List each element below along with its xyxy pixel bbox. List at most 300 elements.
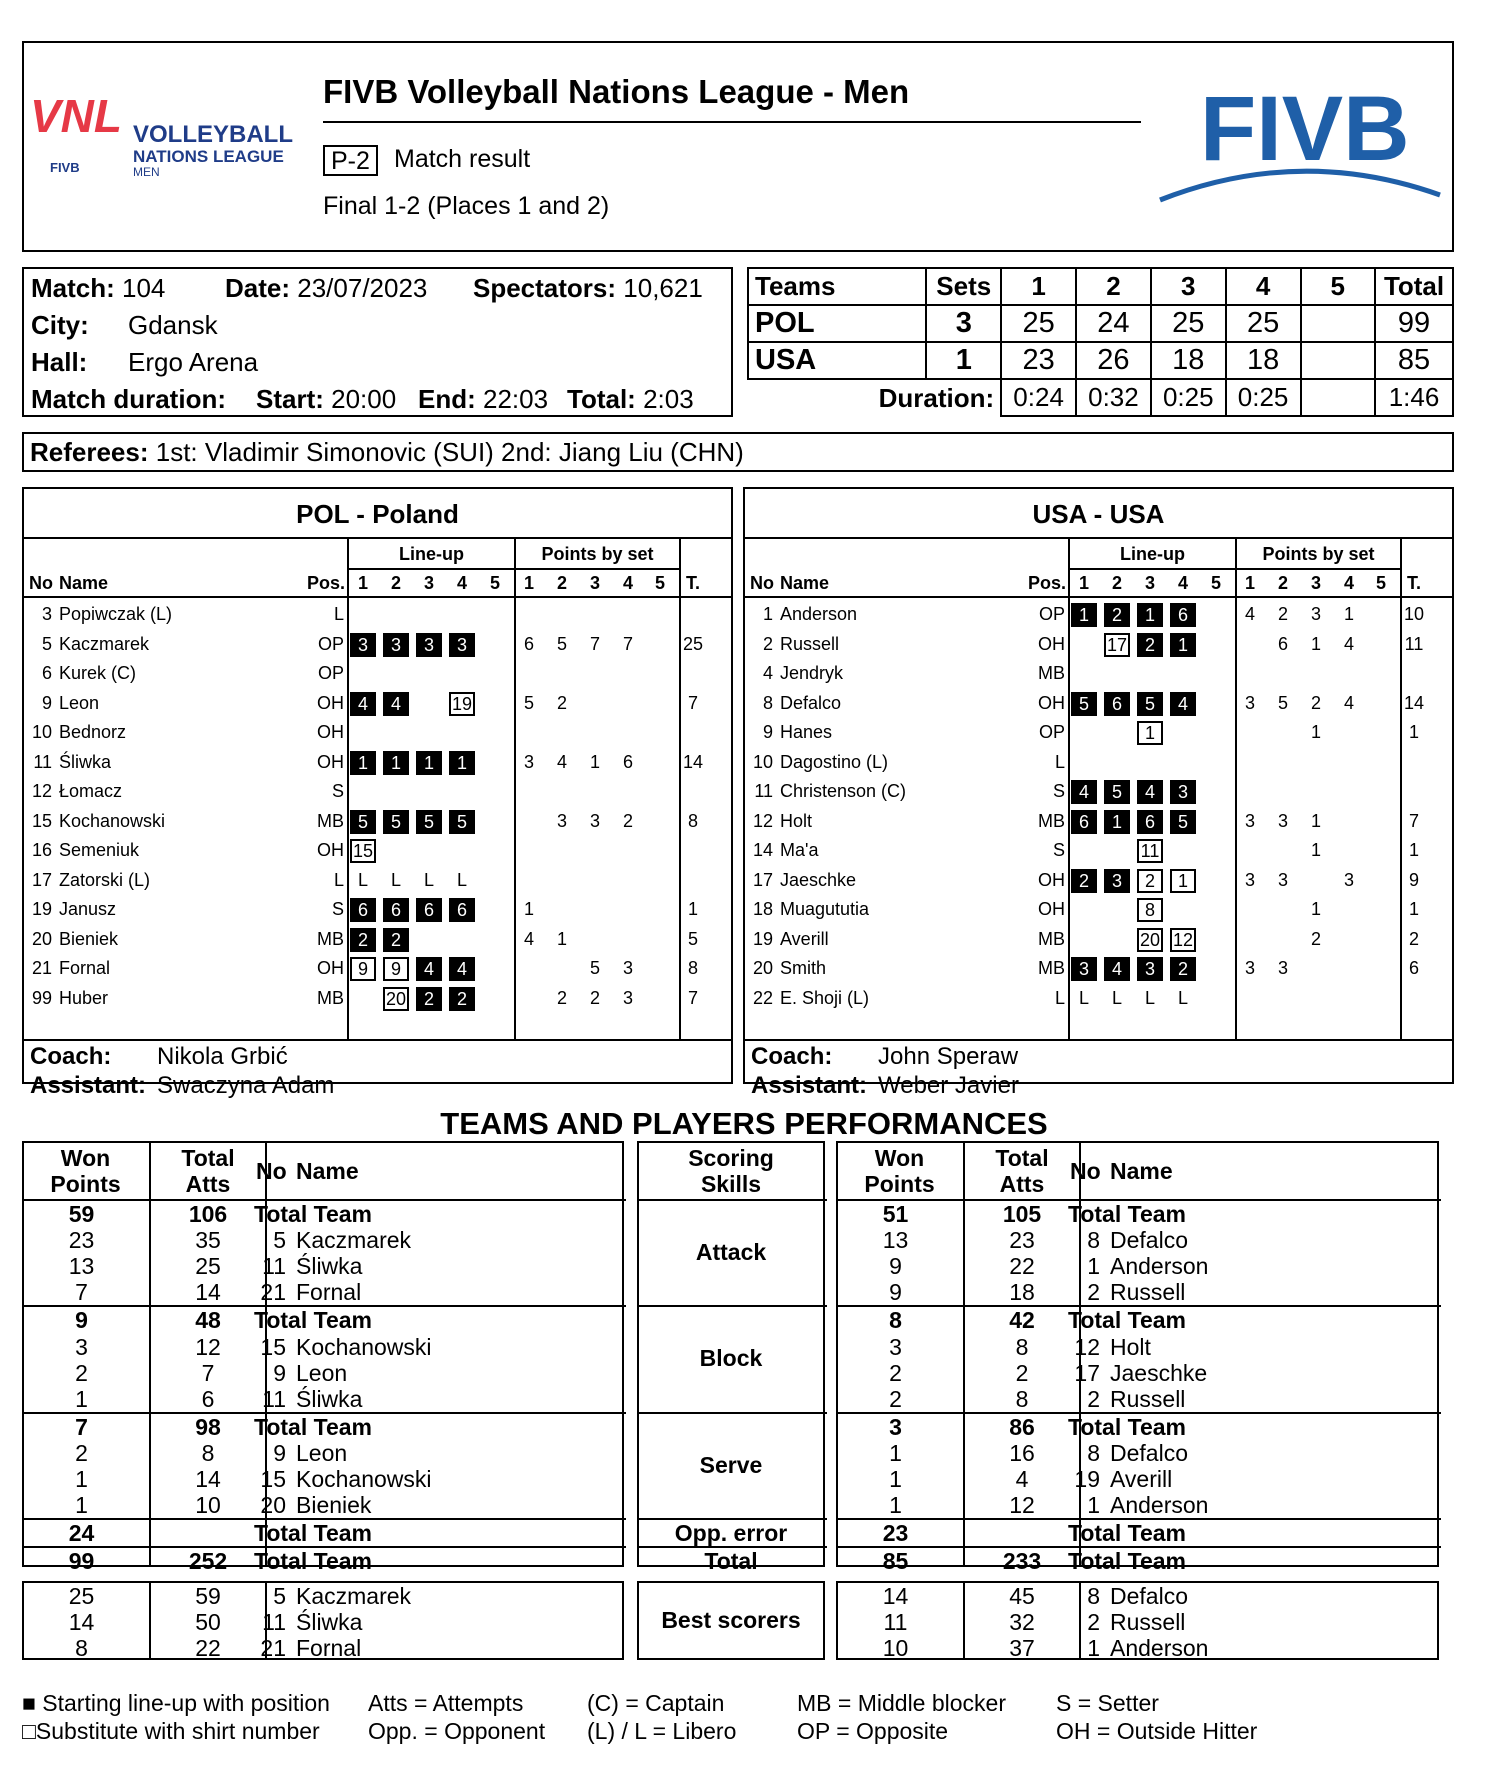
player-number: 10 [752, 751, 773, 772]
title-underline [323, 121, 1141, 123]
won-points-value: 3 [889, 1333, 902, 1360]
player-position: OH [317, 692, 344, 713]
player-position: OH [317, 958, 344, 978]
vnl-logo-fivb: FIVB [50, 160, 80, 175]
match-label: Match: [31, 273, 115, 303]
won-points-value: 1 [889, 1466, 902, 1492]
header-divider [24, 596, 731, 598]
player-position: OP [1038, 604, 1065, 624]
referees-label: Referees: [30, 437, 149, 467]
player-name: Kochanowski [296, 1333, 432, 1360]
player-position: OP [317, 633, 344, 654]
player-name: Kaczmarek [59, 633, 150, 654]
player-name: Fornal [296, 1635, 362, 1662]
player-name: Russell [1110, 1609, 1186, 1636]
set-points: 3 [523, 751, 534, 772]
substitute-marker: 19 [449, 692, 475, 716]
won-points-value: 1 [889, 1492, 902, 1519]
set-points: 5 [589, 958, 600, 978]
lineup-set-header: 3 [1144, 573, 1155, 593]
player-number: 3 [41, 604, 52, 624]
attempts-value: 105 [1002, 1201, 1042, 1227]
header-divider [745, 596, 1452, 598]
starting-position-marker: 5 [350, 810, 376, 834]
substitute-marker: 2 [1137, 869, 1163, 893]
libero-marker: L [390, 869, 401, 890]
total-atts-header: Atts [999, 1171, 1045, 1197]
skill-name: Attack [695, 1239, 767, 1265]
player-total-points: 10 [1403, 604, 1425, 624]
attempts-value: 12 [195, 1333, 221, 1360]
won-points-value: 14 [882, 1583, 909, 1609]
starting-position-marker: 1 [350, 751, 376, 775]
starting-position-marker: 5 [1137, 692, 1163, 716]
player-name: Zatorski (L) [59, 869, 151, 890]
spectators-label: Spectators: [473, 273, 617, 303]
vnl-logo-line3: MEN [133, 165, 160, 179]
libero-marker: L [423, 869, 434, 890]
player-number: 20 [752, 958, 773, 978]
libero-marker: L [456, 869, 467, 890]
player-number: 1 [762, 604, 773, 624]
player-total-points: 1 [1408, 840, 1419, 860]
player-position: L [333, 604, 344, 624]
points-header: Points by set [541, 544, 654, 564]
starting-position-marker: 5 [1104, 780, 1130, 804]
player-number: 21 [31, 958, 52, 978]
player-number: 16 [31, 840, 52, 860]
column-divider [514, 539, 516, 1039]
city-label: City: [31, 310, 89, 340]
player-position: S [331, 899, 344, 919]
player-total-points: 8 [687, 810, 698, 831]
skill-name: Opp. error [674, 1520, 788, 1547]
total-team-label: Total Team [1068, 1548, 1186, 1575]
team-title: POL - Poland [24, 489, 731, 539]
start-time: 20:00 [331, 384, 397, 414]
player-position: L [333, 869, 344, 890]
scoreboard [747, 267, 1454, 417]
attempts-value: 45 [1009, 1583, 1035, 1609]
performance-title: TEAMS AND PLAYERS PERFORMANCES [440, 1106, 1048, 1141]
coach-label: Coach: [30, 1043, 112, 1070]
player-position: MB [1038, 958, 1065, 978]
points-set-header: 3 [589, 573, 600, 593]
total-team-label: Total Team [1068, 1413, 1186, 1440]
set-points: 3 [1277, 810, 1288, 831]
player-name: Defalco [1110, 1583, 1188, 1609]
roster-usa [743, 487, 1454, 1099]
attempts-value: 14 [195, 1279, 221, 1306]
legend-item: Opp. = Opponent [368, 1718, 546, 1744]
attempts-value: 252 [188, 1548, 228, 1575]
set-points: 4 [1343, 692, 1354, 713]
won-points-value: 85 [882, 1548, 909, 1575]
won-points-value: 24 [68, 1520, 95, 1547]
player-number: 18 [752, 899, 773, 919]
player-total-points: 1 [687, 899, 698, 919]
match-date: 23/07/2023 [297, 273, 428, 303]
vnl-logo-line1: VOLLEYBALL [133, 121, 293, 148]
won-points-value: 99 [68, 1548, 95, 1575]
player-number: 20 [260, 1492, 286, 1519]
set-points: 3 [1277, 958, 1288, 978]
substitute-marker: 1 [1137, 721, 1163, 745]
player-number: 11 [33, 751, 52, 772]
player-name: Śliwka [296, 1609, 363, 1636]
player-name: Kaczmarek [296, 1583, 412, 1609]
column-divider [1235, 539, 1237, 1039]
won-points-value: 7 [75, 1413, 88, 1440]
total-team-label: Total Team [1068, 1520, 1186, 1547]
set-points: 7 [622, 633, 633, 654]
lineup-set-header: 4 [456, 573, 467, 593]
starting-position-marker: 6 [383, 898, 409, 922]
player-name: Hanes [780, 722, 833, 742]
player-number: 12 [31, 781, 52, 801]
player-position: S [1052, 840, 1065, 860]
score-team-name: USA [748, 342, 926, 379]
total-team-label: Total Team [254, 1201, 372, 1227]
fivb-logo-text: FIVB [1200, 78, 1410, 180]
starting-position-marker: 2 [1170, 957, 1196, 981]
player-total-points: 8 [687, 958, 698, 978]
starting-position-marker: 6 [1104, 692, 1130, 716]
starting-position-marker: 6 [350, 898, 376, 922]
player-name: Anderson [1110, 1492, 1209, 1519]
player-number: 5 [273, 1583, 286, 1609]
starting-position-marker: 6 [1170, 603, 1196, 627]
player-name: Leon [296, 1439, 348, 1466]
substitute-marker: 17 [1104, 633, 1130, 657]
set-points: 1 [556, 928, 567, 949]
player-number: 1 [1087, 1635, 1100, 1662]
legend-item: ■ Starting line-up with position [22, 1690, 330, 1716]
no-header: No [750, 573, 774, 593]
vnl-logo [30, 70, 293, 180]
starting-position-marker: 4 [1071, 780, 1097, 804]
points-set-header: 1 [523, 573, 534, 593]
score-cell: 85 [1375, 342, 1453, 379]
libero-marker: L [1177, 987, 1188, 1008]
attempts-value: 32 [1009, 1609, 1035, 1636]
player-total-points: 7 [687, 692, 698, 713]
starting-position-marker: 5 [449, 810, 475, 834]
player-position: MB [1038, 928, 1065, 949]
starting-position-marker: 4 [1104, 957, 1130, 981]
roster-pol [22, 487, 733, 1099]
starting-position-marker: 4 [416, 957, 442, 981]
attempts-value: 59 [195, 1583, 221, 1609]
score-cell [1301, 305, 1376, 342]
skill-name: Block [699, 1345, 763, 1372]
player-total-points: 9 [1408, 869, 1419, 890]
duration-label: Match duration: [31, 384, 226, 414]
set-points: 6 [523, 633, 534, 654]
score-cell: 99 [1375, 305, 1453, 342]
player-number: 2 [1087, 1385, 1100, 1412]
lineup-set-header: 4 [1177, 573, 1188, 593]
city-value: Gdansk [128, 310, 218, 340]
coach-divider [745, 1039, 1452, 1041]
substitute-marker: 20 [1137, 928, 1163, 952]
legend-item: (L) / L = Libero [587, 1718, 737, 1744]
legend-item: □Substitute with shirt number [22, 1718, 320, 1744]
player-position: MB [1038, 810, 1065, 831]
won-points-value: 1 [75, 1466, 88, 1492]
team-title: USA - USA [745, 489, 1452, 539]
attempts-value: 86 [1009, 1413, 1035, 1440]
skill-name: Serve [699, 1451, 763, 1478]
set-points: 1 [1310, 633, 1321, 654]
starting-position-marker: 3 [1137, 957, 1163, 981]
player-name: Fornal [59, 958, 111, 978]
set-points: 2 [556, 987, 567, 1008]
player-total-points: 5 [687, 928, 698, 949]
player-name: Janusz [59, 899, 117, 919]
won-points-value: 10 [882, 1635, 909, 1662]
starting-position-marker: 1 [1170, 633, 1196, 657]
player-position: OH [1038, 899, 1065, 919]
set-points: 2 [1277, 604, 1288, 624]
won-points-value: 23 [68, 1227, 95, 1254]
won-points-value: 8 [75, 1635, 88, 1662]
fivb-logo [1140, 50, 1420, 180]
score-cell: 18 [1151, 342, 1226, 379]
total-atts-header: Total [995, 1145, 1049, 1171]
attempts-value: 48 [195, 1307, 221, 1334]
starting-position-marker: 2 [449, 987, 475, 1011]
hall-label: Hall: [31, 347, 88, 377]
points-set-header: 2 [1277, 573, 1288, 593]
substitute-marker: 9 [350, 957, 376, 981]
player-name: E. Shoji (L) [780, 987, 870, 1008]
player-total-points: 6 [1408, 958, 1419, 978]
report-type: Match result [394, 145, 531, 173]
total-header: T. [685, 573, 700, 593]
attempts-value: 42 [1009, 1307, 1035, 1334]
starting-position-marker: 1 [449, 751, 475, 775]
player-number: 10 [31, 722, 52, 742]
player-position: MB [317, 810, 344, 831]
starting-position-marker: 3 [449, 633, 475, 657]
player-number: 17 [752, 869, 773, 890]
score-cell: 24 [1076, 305, 1151, 342]
player-position: OH [1038, 692, 1065, 713]
points-set-header: 1 [1244, 573, 1255, 593]
player-name: Śliwka [296, 1385, 363, 1412]
spectators-count: 10,621 [623, 273, 703, 303]
coach-divider [24, 1039, 731, 1041]
player-position: S [1052, 781, 1065, 801]
lineup-set-header: 1 [1078, 573, 1089, 593]
end-time: 22:03 [483, 384, 549, 414]
player-number: 1 [1087, 1253, 1100, 1280]
player-total-points: 2 [1408, 928, 1419, 949]
won-points-value: 14 [68, 1609, 95, 1636]
won-points-value: 2 [889, 1385, 902, 1412]
won-points-header: Points [50, 1171, 121, 1197]
player-number: 22 [752, 987, 773, 1008]
starting-position-marker: 2 [1071, 869, 1097, 893]
starting-position-marker: 3 [1170, 780, 1196, 804]
set-points: 6 [622, 751, 633, 772]
name-header: Name [780, 573, 830, 593]
no-header: No [1070, 1158, 1101, 1184]
player-total-points: 14 [682, 751, 704, 772]
score-header-cell: 1 [1001, 268, 1076, 305]
skill-divider [637, 1412, 827, 1414]
player-name: Bieniek [296, 1492, 372, 1519]
won-points-value: 9 [889, 1253, 902, 1280]
scoring-skills-header: Skills [700, 1171, 762, 1197]
player-name: Leon [59, 692, 100, 713]
starting-position-marker: 4 [1137, 780, 1163, 804]
libero-marker: L [1144, 987, 1155, 1008]
player-name: Fornal [296, 1279, 362, 1306]
player-number: 8 [762, 692, 773, 713]
player-name: Jaeschke [1110, 1359, 1208, 1386]
starting-position-marker: 3 [383, 633, 409, 657]
player-number: 9 [762, 722, 773, 742]
score-cell: 25 [1151, 305, 1226, 342]
player-number: 2 [1087, 1279, 1100, 1306]
set-points: 1 [1310, 899, 1321, 919]
total-atts-header: Atts [185, 1171, 231, 1197]
set-points: 4 [1343, 633, 1354, 654]
player-number: 19 [31, 899, 52, 919]
column-divider [347, 539, 349, 1039]
substitute-marker: 11 [1137, 839, 1163, 863]
no-header: No [29, 573, 53, 593]
player-number: 11 [262, 1253, 286, 1280]
player-total-points: 7 [687, 987, 698, 1008]
player-name: Kochanowski [296, 1466, 432, 1492]
skill-name: Total [704, 1548, 758, 1575]
skill-divider [637, 1305, 827, 1307]
set-points: 3 [622, 958, 633, 978]
player-name: Averill [1110, 1466, 1173, 1492]
player-number: 2 [1087, 1609, 1100, 1636]
player-name: Defalco [1110, 1439, 1188, 1466]
set-duration: 0:24 [1001, 379, 1076, 416]
player-name: Anderson [1110, 1253, 1209, 1280]
won-points-value: 13 [68, 1253, 95, 1280]
group-header-divider [1068, 568, 1400, 570]
player-name: Huber [59, 987, 109, 1008]
attempts-value: 106 [188, 1201, 228, 1227]
player-name: Kaczmarek [296, 1227, 412, 1254]
won-points-value: 13 [882, 1227, 909, 1254]
player-total-points: 7 [1408, 810, 1419, 831]
start-label: Start: [256, 384, 324, 414]
player-name: Russell [1110, 1279, 1186, 1306]
set-duration: 0:25 [1226, 379, 1301, 416]
player-name: Defalco [1110, 1227, 1188, 1254]
set-points: 2 [589, 987, 600, 1008]
player-name: Christenson (C) [780, 781, 907, 801]
starting-position-marker: 3 [416, 633, 442, 657]
won-points-value: 59 [68, 1201, 95, 1227]
set-points: 4 [556, 751, 567, 772]
starting-position-marker: 1 [1137, 603, 1163, 627]
set-points: 1 [523, 899, 534, 919]
starting-position-marker: 5 [1170, 810, 1196, 834]
player-name: Łomacz [59, 781, 123, 801]
player-position: MB [317, 928, 344, 949]
attempts-value: 98 [195, 1413, 221, 1440]
player-name: Kurek (C) [59, 663, 137, 683]
coach-name: Nikola Grbić [157, 1043, 288, 1070]
lineup-set-header: 3 [423, 573, 434, 593]
won-points-header: Points [864, 1171, 935, 1197]
won-points-value: 2 [75, 1439, 88, 1466]
points-set-header: 4 [622, 573, 633, 593]
lineup-set-header: 2 [1111, 573, 1122, 593]
score-cell: 1 [926, 342, 1001, 379]
player-number: 17 [31, 869, 52, 890]
player-name: Leon [296, 1359, 348, 1386]
duration-row-label: Duration: [748, 379, 1001, 416]
player-name: Semeniuk [59, 840, 140, 860]
player-number: 15 [260, 1333, 286, 1360]
lineup-set-header: 2 [390, 573, 401, 593]
player-position: S [331, 781, 344, 801]
player-number: 9 [273, 1359, 286, 1386]
player-name: Jendryk [780, 663, 844, 683]
name-header: Name [1110, 1158, 1173, 1184]
set-points: 3 [1310, 604, 1321, 624]
libero-marker: L [1078, 987, 1089, 1008]
won-points-value: 9 [889, 1279, 902, 1306]
player-name: Anderson [1110, 1635, 1209, 1662]
won-points-value: 7 [75, 1279, 88, 1306]
starting-position-marker: 3 [1071, 957, 1097, 981]
set-points: 1 [1343, 604, 1354, 624]
substitute-marker: 8 [1137, 898, 1163, 922]
set-duration: 0:25 [1151, 379, 1226, 416]
starting-position-marker: 1 [383, 751, 409, 775]
player-number: 21 [260, 1635, 286, 1662]
score-header-cell: 5 [1301, 268, 1376, 305]
won-points-header: Won [874, 1145, 925, 1171]
starting-position-marker: 6 [1071, 810, 1097, 834]
player-total-points: 25 [682, 633, 704, 654]
won-points-value: 25 [68, 1583, 95, 1609]
attempts-value: 12 [1009, 1492, 1035, 1519]
legend-item: Atts = Attempts [368, 1690, 524, 1716]
player-position: MB [1038, 663, 1065, 683]
name-header: Name [296, 1158, 359, 1184]
lineup-set-header: 5 [489, 573, 500, 593]
set-points: 2 [1310, 692, 1321, 713]
player-name: Dagostino (L) [780, 751, 889, 772]
legend-item: OH = Outside Hitter [1056, 1718, 1258, 1744]
total-atts-header: Total [181, 1145, 235, 1171]
column-divider [1068, 539, 1070, 1039]
player-number: 17 [1074, 1359, 1100, 1386]
player-number: 19 [1074, 1466, 1100, 1492]
player-position: L [1054, 987, 1065, 1008]
score-header-cell: 3 [1151, 268, 1226, 305]
set-duration: 1:46 [1375, 379, 1453, 416]
points-set-header: 5 [654, 573, 665, 593]
player-number: 9 [273, 1439, 286, 1466]
lineup-header: Line-up [399, 544, 464, 564]
starting-position-marker: 2 [416, 987, 442, 1011]
score-cell: 3 [926, 305, 1001, 342]
set-points: 2 [622, 810, 633, 831]
